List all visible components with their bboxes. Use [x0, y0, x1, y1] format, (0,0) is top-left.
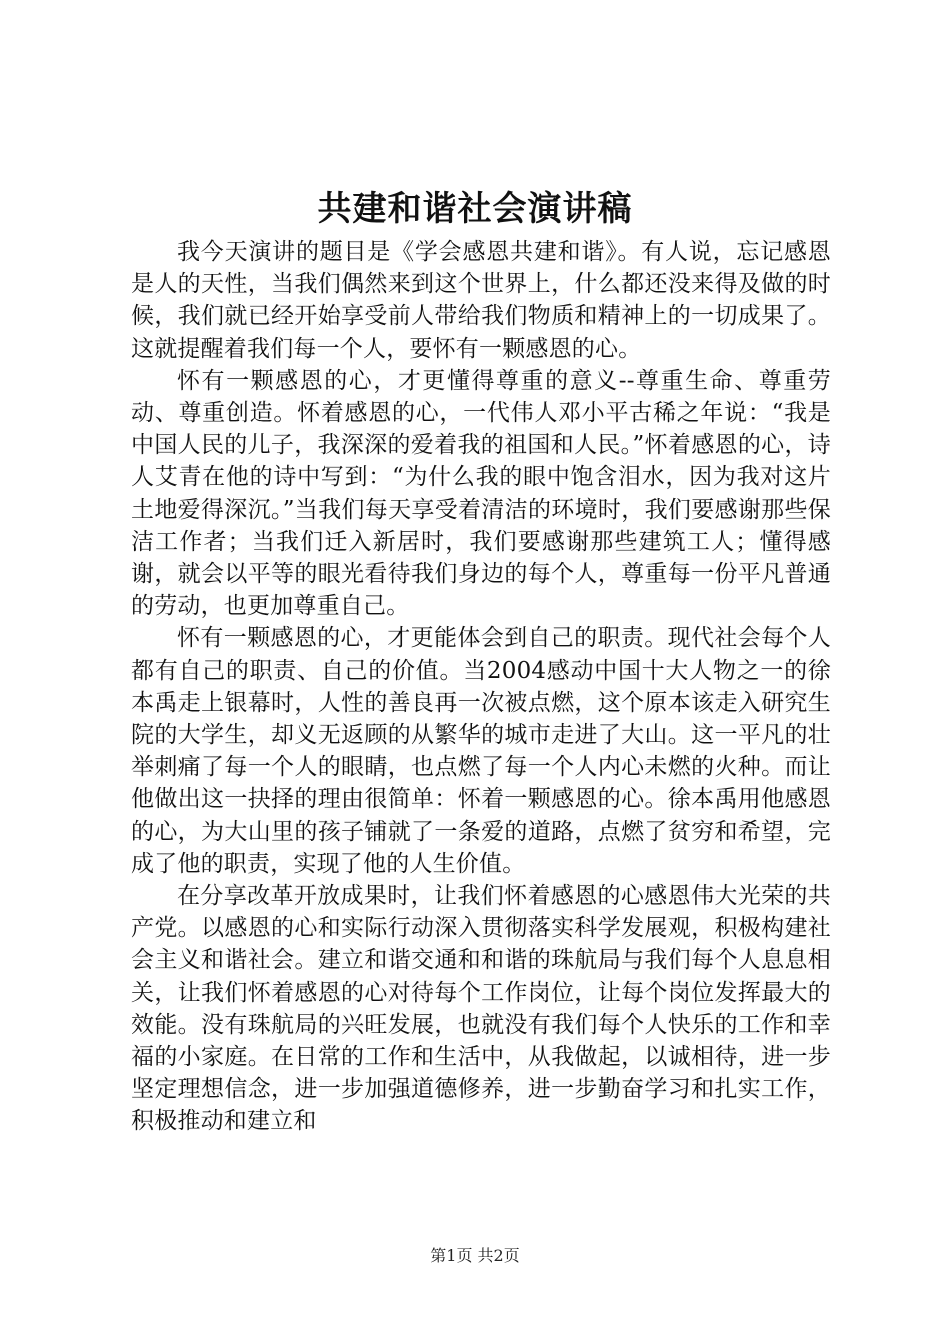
paragraph-1: 我今天演讲的题目是《学会感恩共建和谐》。有人说，忘记感恩是人的天性，当我们偶然来到这个世界上，什么都还没来得及做的时候，我们就已经开始享受前人带给我们物质和精神上的一切成果了。这就提醒着我们每一个人，要怀有一颗感恩的心。 — [131, 239, 831, 362]
document-body — [131, 236, 831, 1138]
page-number-footer: 第1页 共2页 — [430, 1246, 520, 1265]
paragraph-3: 怀有一颗感恩的心，才更能体会到自己的职责。现代社会每个人都有自己的职责、自己的价值。当2004感动中国十大人物之一的徐本禹走上银幕时，人性的善良再一次被点燃，这个原本该走入研究生院的大学生，却义无返顾的从繁华的城市走进了大山。这一平凡的壮举刺痛了每一个人的眼睛，也点燃了每一个人内心未燃的火种。而让他做出这一抉择的理由很简单：怀着一颗感恩的心。徐本禹用他感恩的心，为大山里的孩子铺就了一条爱的道路，点燃了贫穷和希望，完成了他的职责，实现了他的人生价值。 — [131, 625, 831, 877]
paragraph-2: 怀有一颗感恩的心，才更懂得尊重的意义--尊重生命、尊重劳动、尊重创造。怀着感恩的心，一代伟人邓小平古稀之年说：“我是中国人民的儿子，我深深的爱着我的祖国和人民。”怀着感恩的心，诗人艾青在他的诗中写到：“为什么我的眼中饱含泪水，因为我对这片土地爱得深沉。”当我们每天享受着清洁的环境时，我们要感谢那些保洁工作者；当我们迁入新居时，我们要感谢那些建筑工人；懂得感谢，就会以平等的眼光看待我们身边的每个人，尊重每一份平凡普通的劳动，也更加尊重自己。 — [131, 367, 831, 620]
paragraph-4: 在分享改革开放成果时，让我们怀着感恩的心感恩伟大光荣的共产党。以感恩的心和实际行动深入贯彻落实科学发展观，积极构建社会主义和谐社会。建立和谐交通和和谐的珠航局与我们每个人息息相关，让我们怀着感恩的心对待每个工作岗位，让每个岗位发挥最大的效能。没有珠航局的兴旺发展，也就没有我们每个人快乐的工作和幸福的小家庭。在日常的工作和生活中，从我做起，以诚相待，进一步坚定理想信念，进一步加强道德修养，进一步勤奋学习和扎实工作，积极推动和建立和 — [131, 883, 831, 1135]
document-title: 共建和谐社会演讲稿 — [317, 189, 633, 229]
